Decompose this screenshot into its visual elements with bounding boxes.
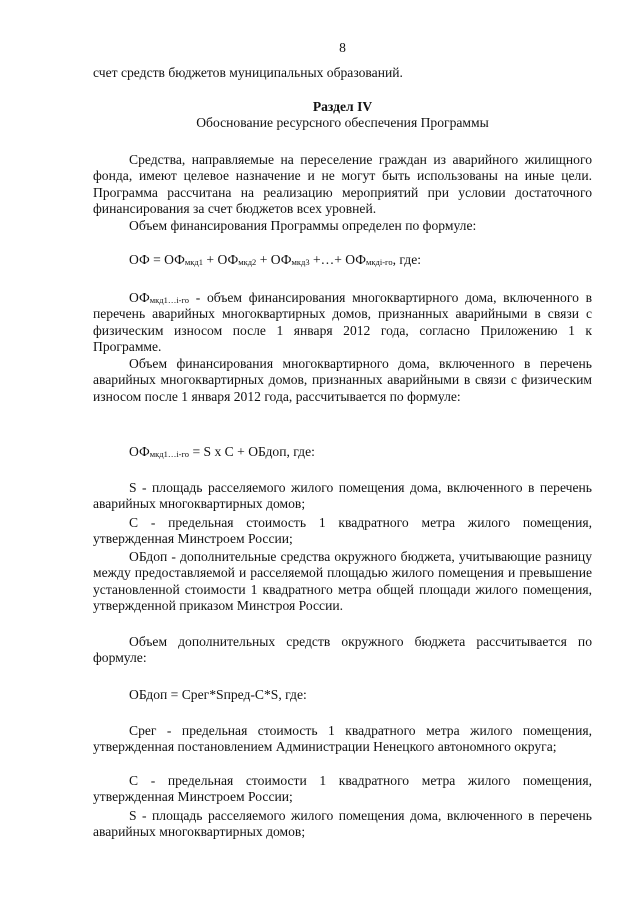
- formula-subscript: мкдi-го: [366, 257, 393, 267]
- formula-subscript: мкд2: [238, 257, 257, 267]
- formula-part: +…+ ОФ: [309, 252, 367, 267]
- definition-s2: S - площадь расселяемого жилого помещения дома, включенного в перечень аварийных многоквартирных домов;: [93, 808, 592, 840]
- definition-c: С - предельная стоимость 1 квадратного метра жилого помещения, утвержденная Минстроем России;: [93, 515, 592, 547]
- definition-s: S - площадь расселяемого жилого помещения дома, включенного в перечень аварийных многоквартирных домов;: [93, 480, 592, 512]
- page-number: 8: [339, 40, 346, 55]
- paragraph-calculation: Объем финансирования многоквартирного дома, включенного в перечень аварийных многоквартирных домов, признанных аварийными в связи с физическим износом после 1 января 2012 года, рассчитывается по формуле:: [93, 356, 592, 404]
- section-subtitle: Обоснование ресурсного обеспечения Программы: [196, 115, 489, 130]
- formula-subscript: мкд1…i-го: [149, 449, 190, 459]
- formula-part: + ОФ: [256, 252, 292, 267]
- formula-part: , где:: [392, 252, 422, 267]
- formula-house: [129, 444, 628, 460]
- term: ОФ: [129, 290, 150, 305]
- definition-creg: Срег - предельная стоимость 1 квадратного метра жилого помещения, утвержденная постановлением Администрации Ненецкого автономного округа;: [93, 723, 592, 755]
- formula-subscript: мкд3: [291, 257, 310, 267]
- formula-subscript: мкд1: [184, 257, 204, 267]
- paragraph-volume: Объем финансирования Программы определен по формуле:: [129, 218, 477, 233]
- section-title: Раздел IV: [312, 99, 373, 114]
- paragraph-intro: Средства, направляемые на переселение граждан из аварийного жилищного фонда, имеют целевое назначение и не могут быть использованы на иные цели. Программа рассчитана на реализацию мероприятий при условии достаточного финансирования за счет бюджетов всех уровней.: [93, 152, 592, 216]
- formula-part: = S x C + ОБдоп, где:: [189, 444, 315, 459]
- definition-c2: С - предельная стоимости 1 квадратного метра жилого помещения, утвержденная Минстроем России;: [93, 773, 592, 805]
- definition-obdop: ОБдоп - дополнительные средства окружного бюджета, учитывающие разницу между предоставляемой и расселяемой площадью жилого помещения и превышение установленной стоимости 1 квадратного метра общей площади жилого помещения, утвержденной приказом Минстроя России.: [93, 549, 592, 613]
- formula-total: [129, 252, 628, 268]
- term-subscript: мкд1…i-го: [149, 295, 190, 305]
- formula-obdop: ОБдоп = Срег*Sпред-С*S, где:: [129, 687, 307, 702]
- formula-part: + ОФ: [203, 252, 239, 267]
- formula-part: ОФ = ОФ: [129, 252, 185, 267]
- formula-part: ОФ: [129, 444, 150, 459]
- definition-text: - объем финансирования многоквартирного дома, включенного в перечень аварийных многоквартирных домов, признанных аварийными в связи с физическим износом после 1 января 2012 года, согласно Приложению 1 к Программе.: [93, 290, 592, 354]
- definition-of-mkd: [93, 290, 592, 355]
- paragraph-continuation: счет средств бюджетов муниципальных образований.: [93, 65, 403, 80]
- paragraph-additional: Объем дополнительных средств окружного бюджета рассчитывается по формуле:: [93, 634, 592, 666]
